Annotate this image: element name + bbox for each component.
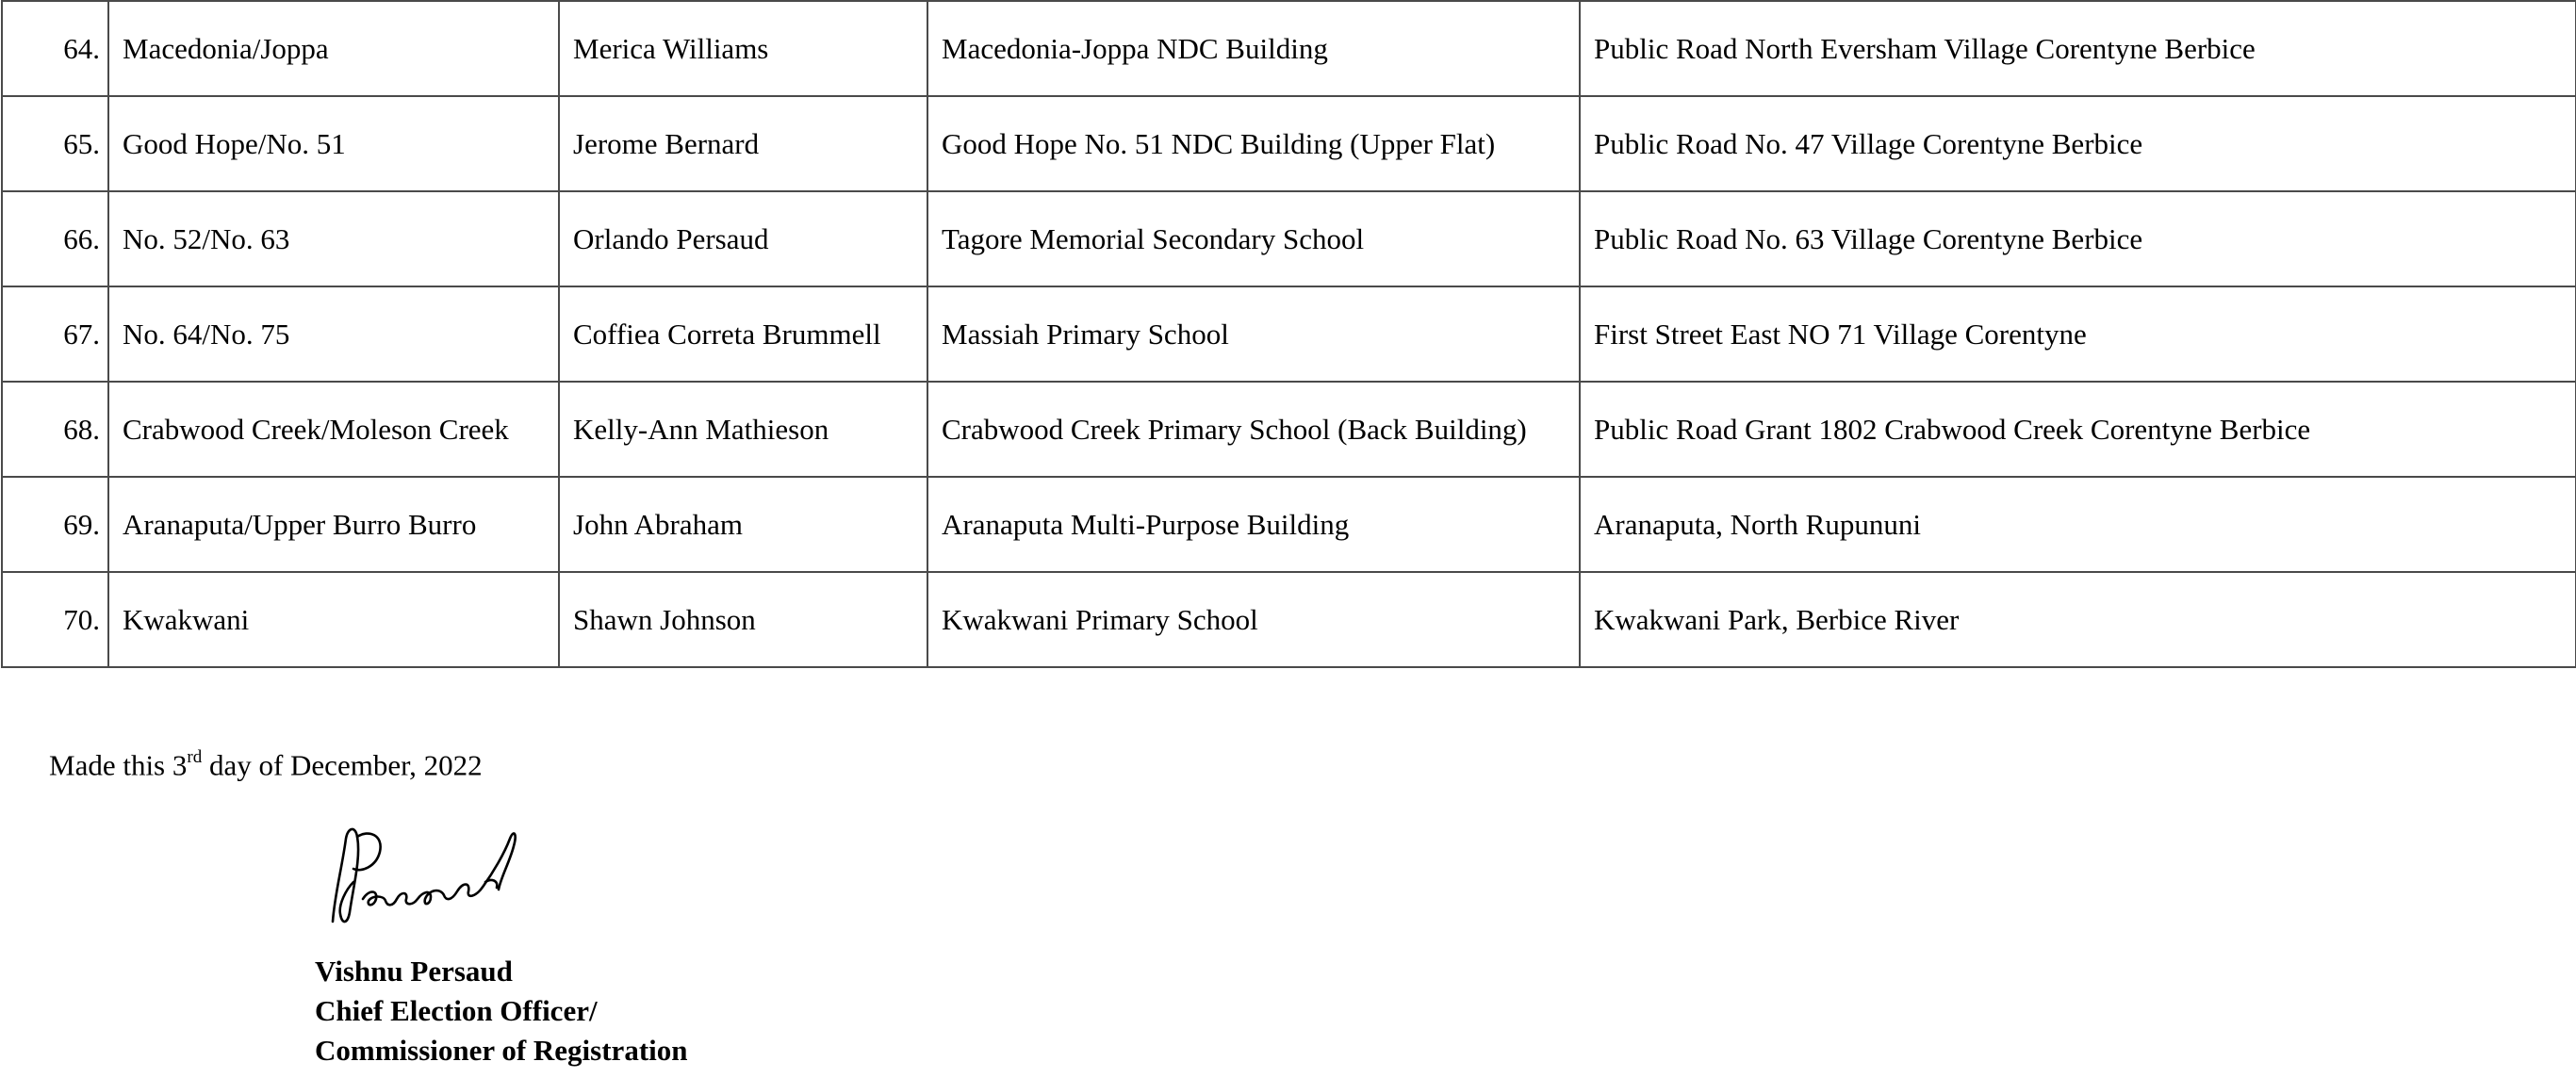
- signature-image: [325, 820, 551, 942]
- signatory-title-line-2: Commissioner of Registration: [315, 1034, 688, 1067]
- division-cell: Good Hope/No. 51: [108, 96, 559, 191]
- table-row: [2, 191, 2576, 286]
- made-date-line: [49, 743, 483, 782]
- officer-cell: Merica Williams: [559, 1, 927, 96]
- officer-cell: Coffiea Correta Brummell: [559, 286, 927, 382]
- officer-cell: Orlando Persaud: [559, 191, 927, 286]
- division-cell: Crabwood Creek/Moleson Creek: [108, 382, 559, 477]
- signature-block: [315, 952, 688, 1070]
- location-cell: Kwakwani Primary School: [927, 572, 1580, 667]
- location-cell: Macedonia-Joppa NDC Building: [927, 1, 1580, 96]
- officer-cell: John Abraham: [559, 477, 927, 572]
- made-date-prefix: Made this 3: [49, 748, 188, 782]
- location-cell: Massiah Primary School: [927, 286, 1580, 382]
- row-number: 67.: [2, 286, 108, 382]
- table-row: [2, 382, 2576, 477]
- division-cell: No. 52/No. 63: [108, 191, 559, 286]
- signatory-title-line-1: Chief Election Officer/: [315, 994, 598, 1027]
- address-cell: Public Road Grant 1802 Crabwood Creek Corentyne Berbice: [1580, 382, 2576, 477]
- division-cell: Macedonia/Joppa: [108, 1, 559, 96]
- row-number: 69.: [2, 477, 108, 572]
- location-cell: Good Hope No. 51 NDC Building (Upper Flat): [927, 96, 1580, 191]
- table-row: [2, 477, 2576, 572]
- location-cell: Tagore Memorial Secondary School: [927, 191, 1580, 286]
- row-number: 68.: [2, 382, 108, 477]
- address-cell: Public Road North Eversham Village Corentyne Berbice: [1580, 1, 2576, 96]
- signatory-name: Vishnu Persaud: [315, 955, 513, 988]
- made-date-superscript: rd: [187, 747, 203, 767]
- address-cell: First Street East NO 71 Village Corentyne: [1580, 286, 2576, 382]
- row-number: 64.: [2, 1, 108, 96]
- row-number: 70.: [2, 572, 108, 667]
- location-cell: Crabwood Creek Primary School (Back Building): [927, 382, 1580, 477]
- officer-cell: Jerome Bernard: [559, 96, 927, 191]
- address-cell: Public Road No. 47 Village Corentyne Berbice: [1580, 96, 2576, 191]
- polling-table: [1, 0, 2576, 668]
- division-cell: Kwakwani: [108, 572, 559, 667]
- row-number: 66.: [2, 191, 108, 286]
- division-cell: Aranaputa/Upper Burro Burro: [108, 477, 559, 572]
- row-number: 65.: [2, 96, 108, 191]
- address-cell: Kwakwani Park, Berbice River: [1580, 572, 2576, 667]
- officer-cell: Kelly-Ann Mathieson: [559, 382, 927, 477]
- location-cell: Aranaputa Multi-Purpose Building: [927, 477, 1580, 572]
- table-row: [2, 96, 2576, 191]
- address-cell: Public Road No. 63 Village Corentyne Berbice: [1580, 191, 2576, 286]
- table-row: [2, 572, 2576, 667]
- address-cell: Aranaputa, North Rupununi: [1580, 477, 2576, 572]
- table-row: [2, 1, 2576, 96]
- officer-cell: Shawn Johnson: [559, 572, 927, 667]
- division-cell: No. 64/No. 75: [108, 286, 559, 382]
- table-row: [2, 286, 2576, 382]
- made-date-suffix: day of December, 2022: [202, 748, 483, 782]
